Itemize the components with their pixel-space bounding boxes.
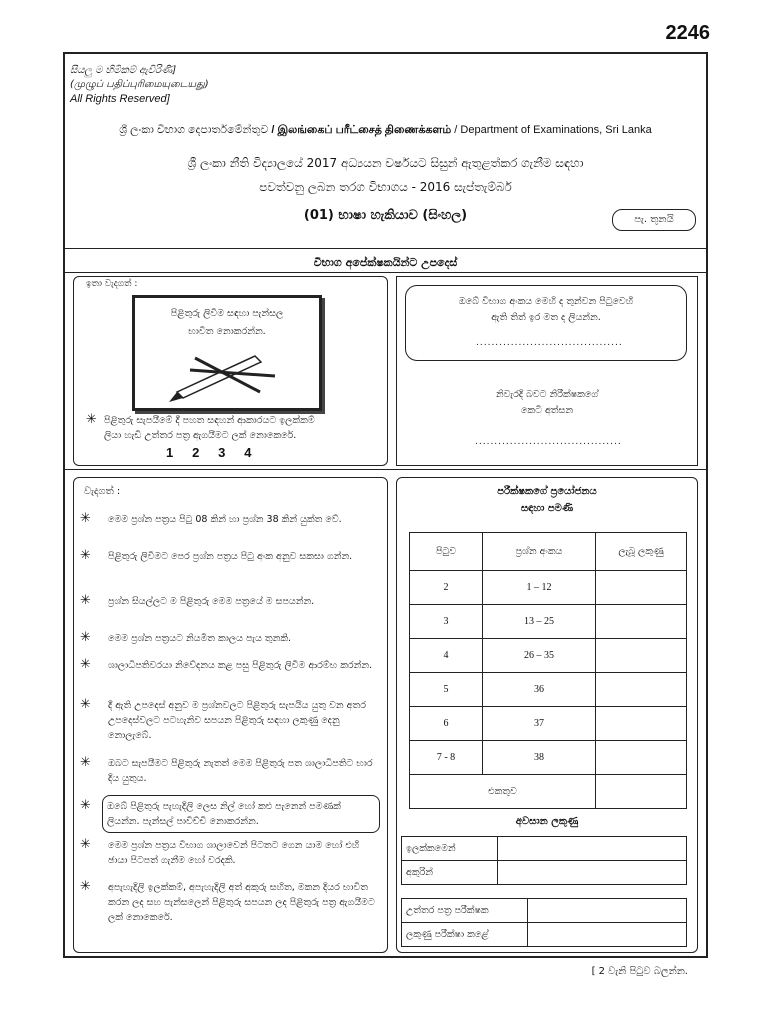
index-number-box	[405, 285, 687, 361]
examiner-title-2: සඳහා පමණි	[520, 503, 574, 514]
table-row: 2 1 – 12	[410, 571, 687, 605]
index-line-2: ඇති තිත් ඉර මත ද ලියන්න.	[491, 312, 601, 323]
signature-table	[401, 898, 687, 947]
total-row	[410, 775, 687, 809]
table-row: 4 26 – 35	[410, 639, 687, 673]
examiner-sign-cell[interactable]	[528, 899, 687, 923]
duration-badge: පැ. තුනයි	[612, 209, 696, 231]
examiner-title-1: පරීක්ෂකගේ ප්‍රයෝජනය	[497, 486, 597, 497]
star-icon: ✳	[80, 697, 91, 712]
star-icon: ✳	[80, 755, 91, 770]
col-page: පිටුව	[410, 533, 483, 571]
important-box	[73, 276, 388, 466]
dept-sep-1: /	[271, 124, 275, 136]
instruction-item: ✳ පිළිතුරු ලිවීමට පෙර ප්‍රශ්න පත්‍රය පිටු අංක අනුව සකසා ගන්න.	[80, 548, 353, 563]
table-row: 7 - 8 38	[410, 741, 687, 775]
marks-cell[interactable]	[596, 741, 687, 775]
col-question: ප්‍රශ්න අංකය	[483, 533, 596, 571]
examiner-box	[396, 477, 698, 953]
instruction-item: ✳ මෙම ප්‍රශ්න පත්‍රය පිටු 08 කින් හා ප්‍රශ්න 38 කින් යුක්ත වේ.	[80, 511, 342, 526]
star-icon: ✳	[80, 593, 91, 608]
star-icon: ✳	[80, 798, 91, 813]
section-heading: විභාග අපේක්ෂකයින්ට උපදෙස්	[313, 256, 458, 269]
department-line	[63, 124, 708, 138]
instructions-label: වැදගත් :	[84, 486, 121, 497]
verify-line-2: කෙටි අත්සන	[520, 405, 574, 416]
marks-cell[interactable]	[596, 639, 687, 673]
paper-code: 2246	[665, 22, 710, 44]
marks-cell[interactable]	[596, 673, 687, 707]
table-row: 3 13 – 25	[410, 605, 687, 639]
final-words-cell[interactable]	[498, 861, 687, 885]
table-row: අකුරින්	[402, 861, 687, 885]
candidate-box	[396, 276, 698, 466]
dept-english: Department of Examinations, Sri Lanka	[460, 124, 652, 136]
star-icon: ✳	[80, 630, 91, 645]
instruction-item: ✳ ශාලාධිපතිවරයා නිවේදනය කළ පසු පිළිතුරු ලිවීම ආරම්භ කරන්න.	[80, 657, 373, 672]
sample-digits: 1 2 3 4	[166, 445, 254, 460]
table-row: ලකුණු පරීක්ෂා කළේ	[402, 923, 687, 947]
rights-english: All Rights Reserved]	[70, 93, 170, 105]
paper-title: (01) භාෂා හැකියාව (සිංහල)	[303, 208, 468, 223]
star-icon: ✳	[80, 879, 91, 894]
table-row: උත්තර පත්‍ර පරීක්ෂක	[402, 899, 687, 923]
index-dotline[interactable]: ......................................	[476, 338, 623, 348]
title-line-1: ශ්‍රී ලංකා නීති විද්‍යාලයේ 2017 අධ්‍යයන වර්ෂයට සිසුන් ඇතුළත්කර ගැනීම සඳහා	[187, 156, 584, 170]
digit-note	[104, 413, 384, 443]
table-row: 5 36	[410, 673, 687, 707]
dept-sep-2: /	[454, 124, 458, 136]
instruction-item: ✳ මෙම ප්‍රශ්න පත්‍රයට නියමිත කාලය පැය තුනකි.	[80, 630, 292, 645]
digit-note-line-1: පිළිතුරු සැපයීමේ දී පහත සඳහන් ආකාරයට ඉලක්කම්	[104, 415, 315, 426]
crossed-pencil-icon	[165, 342, 285, 404]
index-line-1: ඔබේ විභාග අංකය මෙහි ද තුන්වන පිටුවෙහි	[458, 296, 634, 307]
marks-cell[interactable]	[596, 571, 687, 605]
final-digits-cell[interactable]	[498, 837, 687, 861]
dept-sinhala: ශ්‍රී ලංකා විභාග දෙපාර්තමේන්තුව	[119, 124, 269, 136]
star-icon: ✳	[80, 837, 91, 852]
star-icon: ✳	[80, 548, 91, 563]
instruction-item: ✳ ප්‍රශ්න සියල්ලට ම පිළිතුරු මෙම පත්‍රයේ ම සපයන්න.	[80, 593, 315, 608]
divider	[63, 248, 708, 249]
marks-cell[interactable]	[596, 707, 687, 741]
card-line-2: භාවිත නොකරන්න.	[188, 326, 266, 337]
table-header-row	[410, 533, 687, 571]
marks-table	[409, 532, 687, 809]
verify-line-1: නිවැරදි බවට නිරීක්ෂකගේ	[495, 389, 599, 400]
rights-tamil: (முழுப் பதிப்புரிமையுடையது)	[70, 79, 209, 90]
divider	[63, 469, 708, 470]
instruction-item: ✳ දී ඇති උපදෙස් අනුව ම ප්‍රශ්නවලට පිළිතුරු සැපයිය යුතු වන අතර උපදෙස්වලට පටහැනිව සපයන පිළිතුරු සඳහා ලකුණු දෙනු නොලැබේ.	[80, 697, 366, 741]
important-label: ඉතා වැදගත් :	[86, 279, 138, 289]
page-turn-note: [ 2 වැනි පිටුව බලන්න.	[591, 966, 688, 977]
pen-only-note: ඔබේ පිළිතුරු පැහැදිලි ලෙස නිල් හෝ කළු පැනෙන් පමණක් ලියන්න. පැන්සල් පාවිච්චි නොකරන්න.	[102, 795, 380, 833]
title-line-2: පවත්වනු ලබන තරග විභාගය - 2016 සැප්තැම්බර්	[259, 180, 512, 194]
total-cell[interactable]	[596, 775, 687, 809]
instruction-item: ✳ ඔබට සැපයීමට පිළිතුරු නැතත් මෙම පිළිතුරු පත ශාලාධිපතිට භාර දිය යුතුය.	[80, 755, 373, 784]
total-label: එකතුව	[410, 775, 596, 809]
instruction-item: ✳ මෙම ප්‍රශ්න පත්‍රය විභාග ශාලාවෙන් පිටතට ගෙන යාම හෝ එහි ඡායා පිටපත් ගැනීම හෝ වරදකි.	[80, 837, 360, 866]
star-icon: ✳	[86, 412, 97, 427]
instruction-item: ✳ අපැහැදිලි ඉලක්කම්, අපැහැදිලි අත් අකුරු සහිත, මකන දියර භාවිත කරන ලද සහ පැන්සලෙන් පිළිතුරු සපයන ලද පිළිතුරු පත්‍ර ඇගයීමට ලක් නොකෙරේ.	[80, 879, 375, 923]
digit-note-line-2: ලියා හැඩි උත්තර පත්‍ර ඇගයීමට ලක් නොකෙරේ.	[104, 430, 297, 441]
final-marks-table	[401, 836, 687, 885]
marks-cell[interactable]	[596, 605, 687, 639]
table-row: ඉලක්කමෙන්	[402, 837, 687, 861]
signature-dotline[interactable]: ......................................	[475, 437, 622, 447]
star-icon: ✳	[80, 511, 91, 526]
col-marks: ලැබූ ලකුණු	[596, 533, 687, 571]
pencil-card	[132, 295, 322, 411]
table-row: 6 37	[410, 707, 687, 741]
final-marks-label: අවසාන ලකුණු	[515, 816, 579, 827]
dept-tamil: இலங்கைப் பரீட்சைத் திணைக்களம்	[277, 124, 452, 136]
star-icon: ✳	[80, 657, 91, 672]
rights-sinhala: සියලු ම හිමිකම් ඇවිරිණි]	[70, 65, 177, 76]
checker-sign-cell[interactable]	[528, 923, 687, 947]
divider	[63, 272, 708, 273]
card-line-1: පිළිතුරු ලිවීම සඳහා පැන්සල	[170, 308, 284, 319]
rights-notice	[70, 64, 209, 106]
